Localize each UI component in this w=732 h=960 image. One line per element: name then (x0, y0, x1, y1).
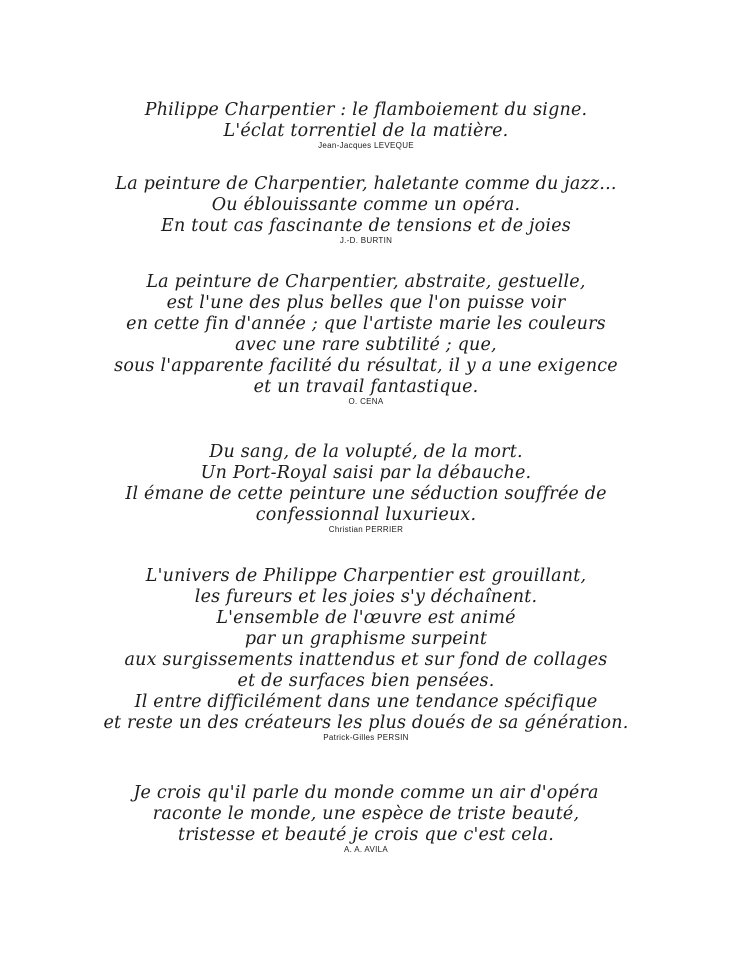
quote-line: Je crois qu'il parle du monde comme un air d'opéra (133, 783, 599, 803)
quote-line: Ou éblouissante comme un opéra. (211, 195, 521, 215)
quote-line: aux surgissements inattendus et sur fond de collages (124, 650, 608, 670)
quote-line: L'univers de Philippe Charpentier est grouillant, (145, 566, 587, 586)
quote-line: La peinture de Charpentier, abstraite, gestuelle, (146, 272, 586, 292)
quote-line: par un graphisme surpeint (244, 629, 488, 649)
quote-block-leveque (0, 100, 732, 151)
quote-block-burtin (0, 174, 732, 246)
quote-line: En tout cas fascinante de tensions et de joies (161, 216, 571, 236)
quote-line: raconte le monde, une espèce de triste beauté, (152, 804, 580, 824)
quote-line: Il émane de cette peinture une séduction souffrée de (125, 484, 607, 504)
quote-author: Christian PERRIER (328, 525, 404, 534)
quote-line: les fureurs et les joies s'y déchaînent. (194, 587, 538, 607)
quote-block-perrier (0, 442, 732, 535)
quote-line: Du sang, de la volupté, de la mort. (209, 442, 523, 462)
quote-line: sous l'apparente facilité du résultat, il y a une exigence (114, 356, 618, 376)
quote-line: avec une rare subtilité ; que, (235, 335, 497, 355)
quote-line: confessionnal luxurieux. (255, 505, 477, 525)
quote-author: Jean-Jacques LEVEQUE (318, 141, 414, 150)
quote-line: tristesse et beauté je crois que c'est cela. (177, 825, 555, 845)
quote-line: Philippe Charpentier : le flamboiement du signe. (144, 100, 588, 120)
quote-author: O. CENA (348, 397, 384, 406)
quote-line: en cette fin d'année ; que l'artiste marie les couleurs (126, 314, 606, 334)
quote-block-cena (0, 272, 732, 407)
quote-author: J.-D. BURTIN (339, 236, 393, 245)
quote-line: La peinture de Charpentier, haletante comme du jazz... (115, 174, 617, 194)
quote-block-persin (0, 566, 732, 743)
quote-line: et reste un des créateurs les plus doués de sa génération. (103, 713, 629, 733)
quote-line: Un Port-Royal saisi par la débauche. (200, 463, 532, 483)
quote-author: Patrick-Gilles PERSIN (323, 733, 409, 742)
quote-line: et de surfaces bien pensées. (237, 671, 495, 691)
quote-line: est l'une des plus belles que l'on puisse voir (166, 293, 566, 313)
quote-line: L'ensemble de l'œuvre est animé (216, 608, 516, 628)
quote-author: A. A. AVILA (343, 845, 389, 854)
quote-line: et un travail fantastique. (253, 377, 479, 397)
quote-line: Il entre difficilément dans une tendance spécifique (134, 692, 598, 712)
quote-block-avila (0, 783, 732, 855)
quote-line: L'éclat torrentiel de la matière. (223, 121, 509, 141)
